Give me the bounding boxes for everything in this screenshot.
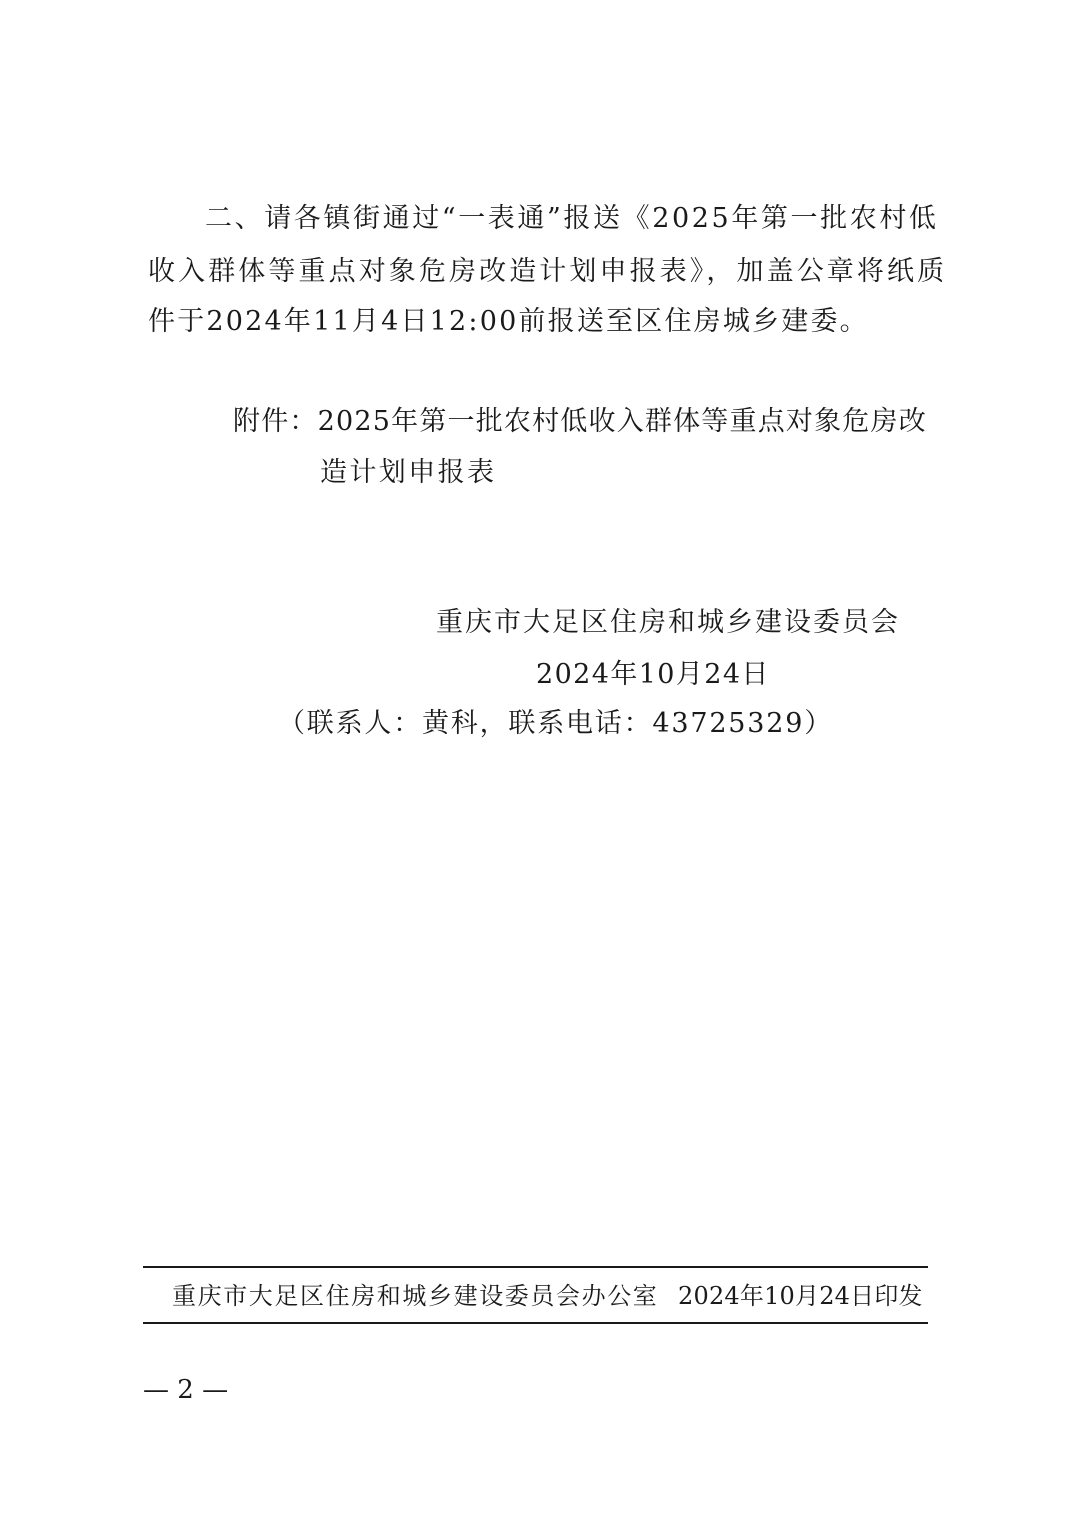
signature-contact: （联系人：黄科，联系电话：43725329） bbox=[278, 708, 834, 739]
attachment-line-2: 造计划申报表 bbox=[320, 457, 497, 488]
body-paragraph-line-1: 二、请各镇街通过“一表通”报送《2025年第一批农村低 bbox=[205, 203, 939, 234]
body-paragraph-line-2: 收入群体等重点对象危房改造计划申报表》，加盖公章将纸质 bbox=[148, 256, 948, 287]
signature-organization: 重庆市大足区住房和城乡建设委员会 bbox=[436, 607, 900, 638]
imprint-bottom-rule bbox=[143, 1322, 928, 1324]
imprint-date: 2024年10月24日印发 bbox=[678, 1282, 923, 1310]
imprint-issuer: 重庆市大足区住房和城乡建设委员会办公室 bbox=[172, 1282, 659, 1310]
page-number: — 2 — bbox=[143, 1375, 229, 1405]
body-paragraph-line-3: 件于2024年11月4日12:00前报送至区住房城乡建委。 bbox=[148, 306, 869, 337]
signature-date: 2024年10月24日 bbox=[536, 659, 770, 690]
attachment-line-1: 附件：2025年第一批农村低收入群体等重点对象危房改 bbox=[233, 406, 927, 437]
imprint-top-rule bbox=[143, 1266, 928, 1268]
